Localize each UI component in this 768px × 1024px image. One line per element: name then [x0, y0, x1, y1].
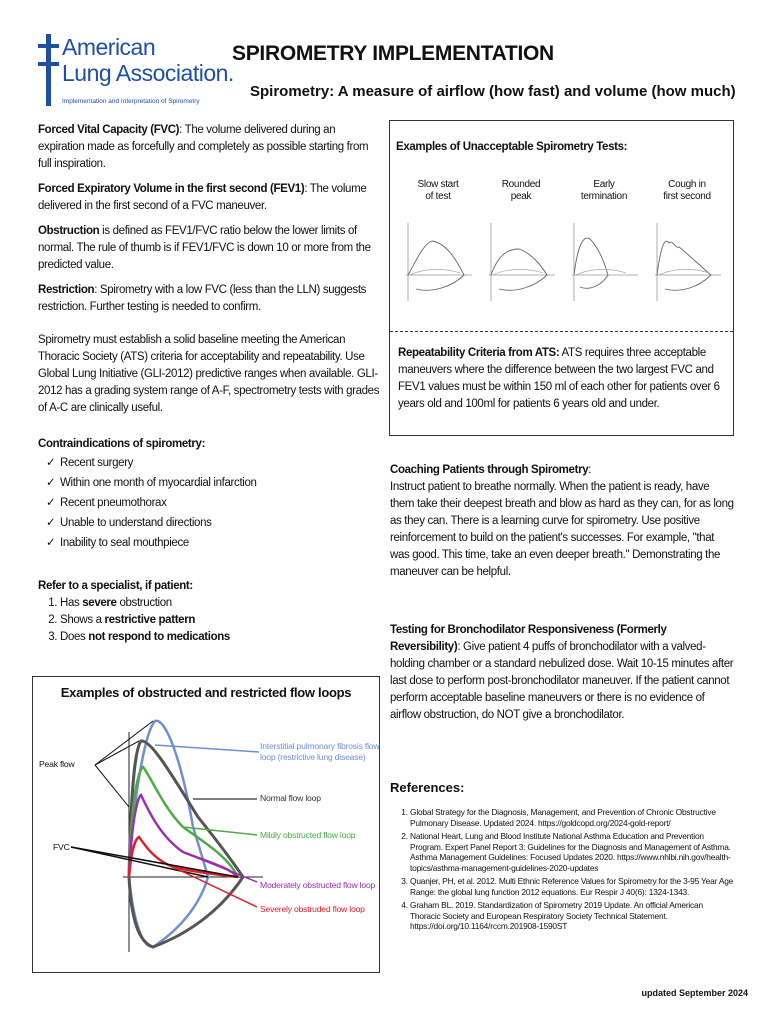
contraindication-item: ✓ Recent pneumothorax — [38, 493, 378, 513]
references-section — [390, 780, 734, 935]
coaching-text: Instruct patient to breathe normally. When the patient is ready, have them take their deepest breath and blow as hard as they can, for as long as they can. There is a learning curve for spirometry. Use positive reinforcement to build on the patient's successes. For example, "that was good. This time, take an even deeper breath." Demonstrating the maneuver can be helpful. — [390, 481, 734, 578]
unacceptable-example — [564, 179, 644, 303]
unacceptable-example — [647, 179, 727, 303]
logo — [36, 32, 234, 112]
contraindication-item: ✓ Inability to seal mouthpiece — [38, 533, 378, 553]
page-title: SPIROMETRY IMPLEMENTATION — [232, 42, 554, 65]
reference-item: 2. National Heart, Lung and Blood Institute National Asthma Education and Prevention Program. Expert Panel Report 3: Guidelines for the Diagnosis and Management of Asthma. Asthma Management Guidelines: Focused Updates 2020. https://www.nhlbi.nih.gov/health-topics/asthma-management-guidelines-2020-updates — [410, 831, 734, 873]
example-flow-sketch — [568, 213, 640, 303]
lung-cross-icon — [36, 32, 62, 108]
baseline-text: Spirometry must establish a solid baseline meeting the American Thoracic Society (ATS) criteria for acceptability and repeatability. Use Global Lung Initiative (GLI-2012) predictive ranges when available. GLI-2012 has a grading system range of A-F, spectrometry tests with grades of A-C are clinically useful. — [38, 334, 380, 414]
contraindication-item: ✓ Recent surgery — [38, 453, 378, 473]
unacceptable-examples — [390, 179, 733, 319]
example-flow-sketch — [485, 213, 557, 303]
example-label: Cough in first second — [663, 179, 711, 202]
check-icon: ✓ — [46, 477, 56, 489]
panel-divider — [390, 331, 733, 332]
referral-item: 1. Has severe obstruction — [60, 595, 378, 612]
coaching-heading: Coaching Patients through Spirometry — [390, 464, 589, 476]
example-flow-sketch — [651, 213, 723, 303]
coaching-section: Coaching Patients through Spirometry: Instruct patient to breathe normally. When the patient is ready, have them take their deepest breath and blow as hard as they can, for as long as they can. There is a learning curve for spirometry. Use positive reinforcement to build on the patient's successes. For example, "that was good. This time, take an even deeper breath." Demonstrating the maneuver can be helpful. — [390, 462, 734, 581]
logo-tagline: Implementation and Interpretation of Spirometry — [62, 98, 200, 105]
reference-item: 1. Global Strategy for the Diagnosis, Management, and Prevention of Chronic Obstructive Pulmonary Disease. Updated 2024. https://goldcopd.org/2024-gold-report/ — [410, 807, 734, 828]
reference-item: 4. Graham BL. 2019. Standardization of Spirometry 2019 Update. An official American Thoracic Society and European Respiratory Society Technical Statement. https://doi.org/10.1164/rccm.201908-1590ST — [410, 900, 734, 932]
normal-loop-label: Normal flow loop — [260, 793, 321, 803]
unacceptable-heading: Examples of Unacceptable Spirometry Tests: — [396, 141, 628, 153]
moderate-loop-label: Moderately obstructed flow loop — [260, 880, 376, 890]
page-subtitle: Spirometry: A measure of airflow (how fast) and volume (how much) — [250, 83, 736, 100]
obstruction-definition: Obstruction is defined as FEV1/FVC ratio below the lower limits of normal. The rule of thumb is if FEV1/FVC is down 10 or more from the predicted value. — [38, 225, 371, 271]
unacceptable-panel — [389, 120, 734, 436]
example-label: Early termination — [580, 179, 628, 202]
contraindications-heading: Contraindications of spirometry: — [38, 438, 206, 450]
referral-list — [38, 595, 378, 646]
updated-date: updated September 2024 — [641, 988, 748, 998]
unacceptable-example — [481, 179, 561, 303]
logo-line2: Lung Association. — [62, 60, 234, 86]
references-list — [390, 807, 734, 932]
references-heading: References: — [390, 780, 465, 795]
unacceptable-example — [398, 179, 478, 303]
flow-loops-panel — [32, 676, 380, 973]
severe-loop-label: Severely obstruded flow loop — [260, 904, 365, 914]
check-icon: ✓ — [46, 537, 56, 549]
referral — [38, 578, 378, 646]
referral-item: 3. Does not respond to medications — [60, 629, 378, 646]
reference-item: 3. Quanjer, PH, et al. 2012. Multi Ethnic Reference Values for Spirometry for the 3-95 Year Age Range: the global lung function 2012 equations. Eur Respir J 40(6): 1324-1343. — [410, 876, 734, 897]
flow-loops-diagram — [33, 677, 379, 972]
contraindication-item: ✓ Unable to understand directions — [38, 513, 378, 533]
check-icon: ✓ — [46, 517, 56, 529]
definitions — [38, 122, 380, 316]
fvc-label: FVC — [53, 842, 70, 852]
fev1-definition: Forced Expiratory Volume in the first second (FEV1): The volume delivered in the first second of a FVC maneuver. — [38, 183, 367, 212]
bronchodilator-section: Testing for Bronchodilator Responsiveness (Formerly Reversibility): Give patient 4 puffs of bronchodilator with a valved-holding chamber or a standard nebulized dose. Wait 10-15 minutes after last dose to perform post-bronchodilator maneuver. If the patient cannot perform acceptable baseline maneuvers or there is no evidence of airflow obstruction, do NOT give a bronchodilator. — [390, 624, 734, 721]
logo-line1: American — [62, 34, 156, 60]
flow-loops-title: Examples of obstructed and restricted flow loops — [60, 685, 352, 700]
referral-item: 2. Shows a restrictive pattern — [60, 612, 378, 629]
contraindications — [38, 436, 378, 553]
fvc-definition: Forced Vital Capacity (FVC): The volume delivered during an expiration made as forcefully and completely as possible starting from full inspiration. — [38, 124, 369, 170]
repeatability-criteria: Repeatability Criteria from ATS: ATS requires three acceptable maneuvers where the difference between the two largest FVC and FEV1 values must be within 150 ml of each other for patients over 6 years old and 100ml for patients 6 years old and under. — [398, 347, 720, 410]
mild-loop-label: Mildly obstructed flow loop — [260, 830, 356, 840]
contraindications-list — [38, 453, 378, 553]
example-label: Slow start of test — [417, 179, 459, 202]
restriction-definition: Restriction: Spirometry with a low FVC (less than the LLN) suggests restriction. Further testing is needed to confirm. — [38, 284, 367, 313]
referral-heading: Refer to a specialist, if patient: — [38, 580, 193, 592]
ipf-label: Interstitial pulmonary fibrosis flow loop (restrictive lung disease) — [260, 741, 380, 762]
peak-flow-label: Peak flow — [39, 759, 75, 769]
check-icon: ✓ — [46, 457, 56, 469]
example-flow-sketch — [402, 213, 474, 303]
example-label: Rounded peak — [501, 179, 541, 202]
check-icon: ✓ — [46, 497, 56, 509]
contraindication-item: ✓ Within one month of myocardial infarction — [38, 473, 378, 493]
